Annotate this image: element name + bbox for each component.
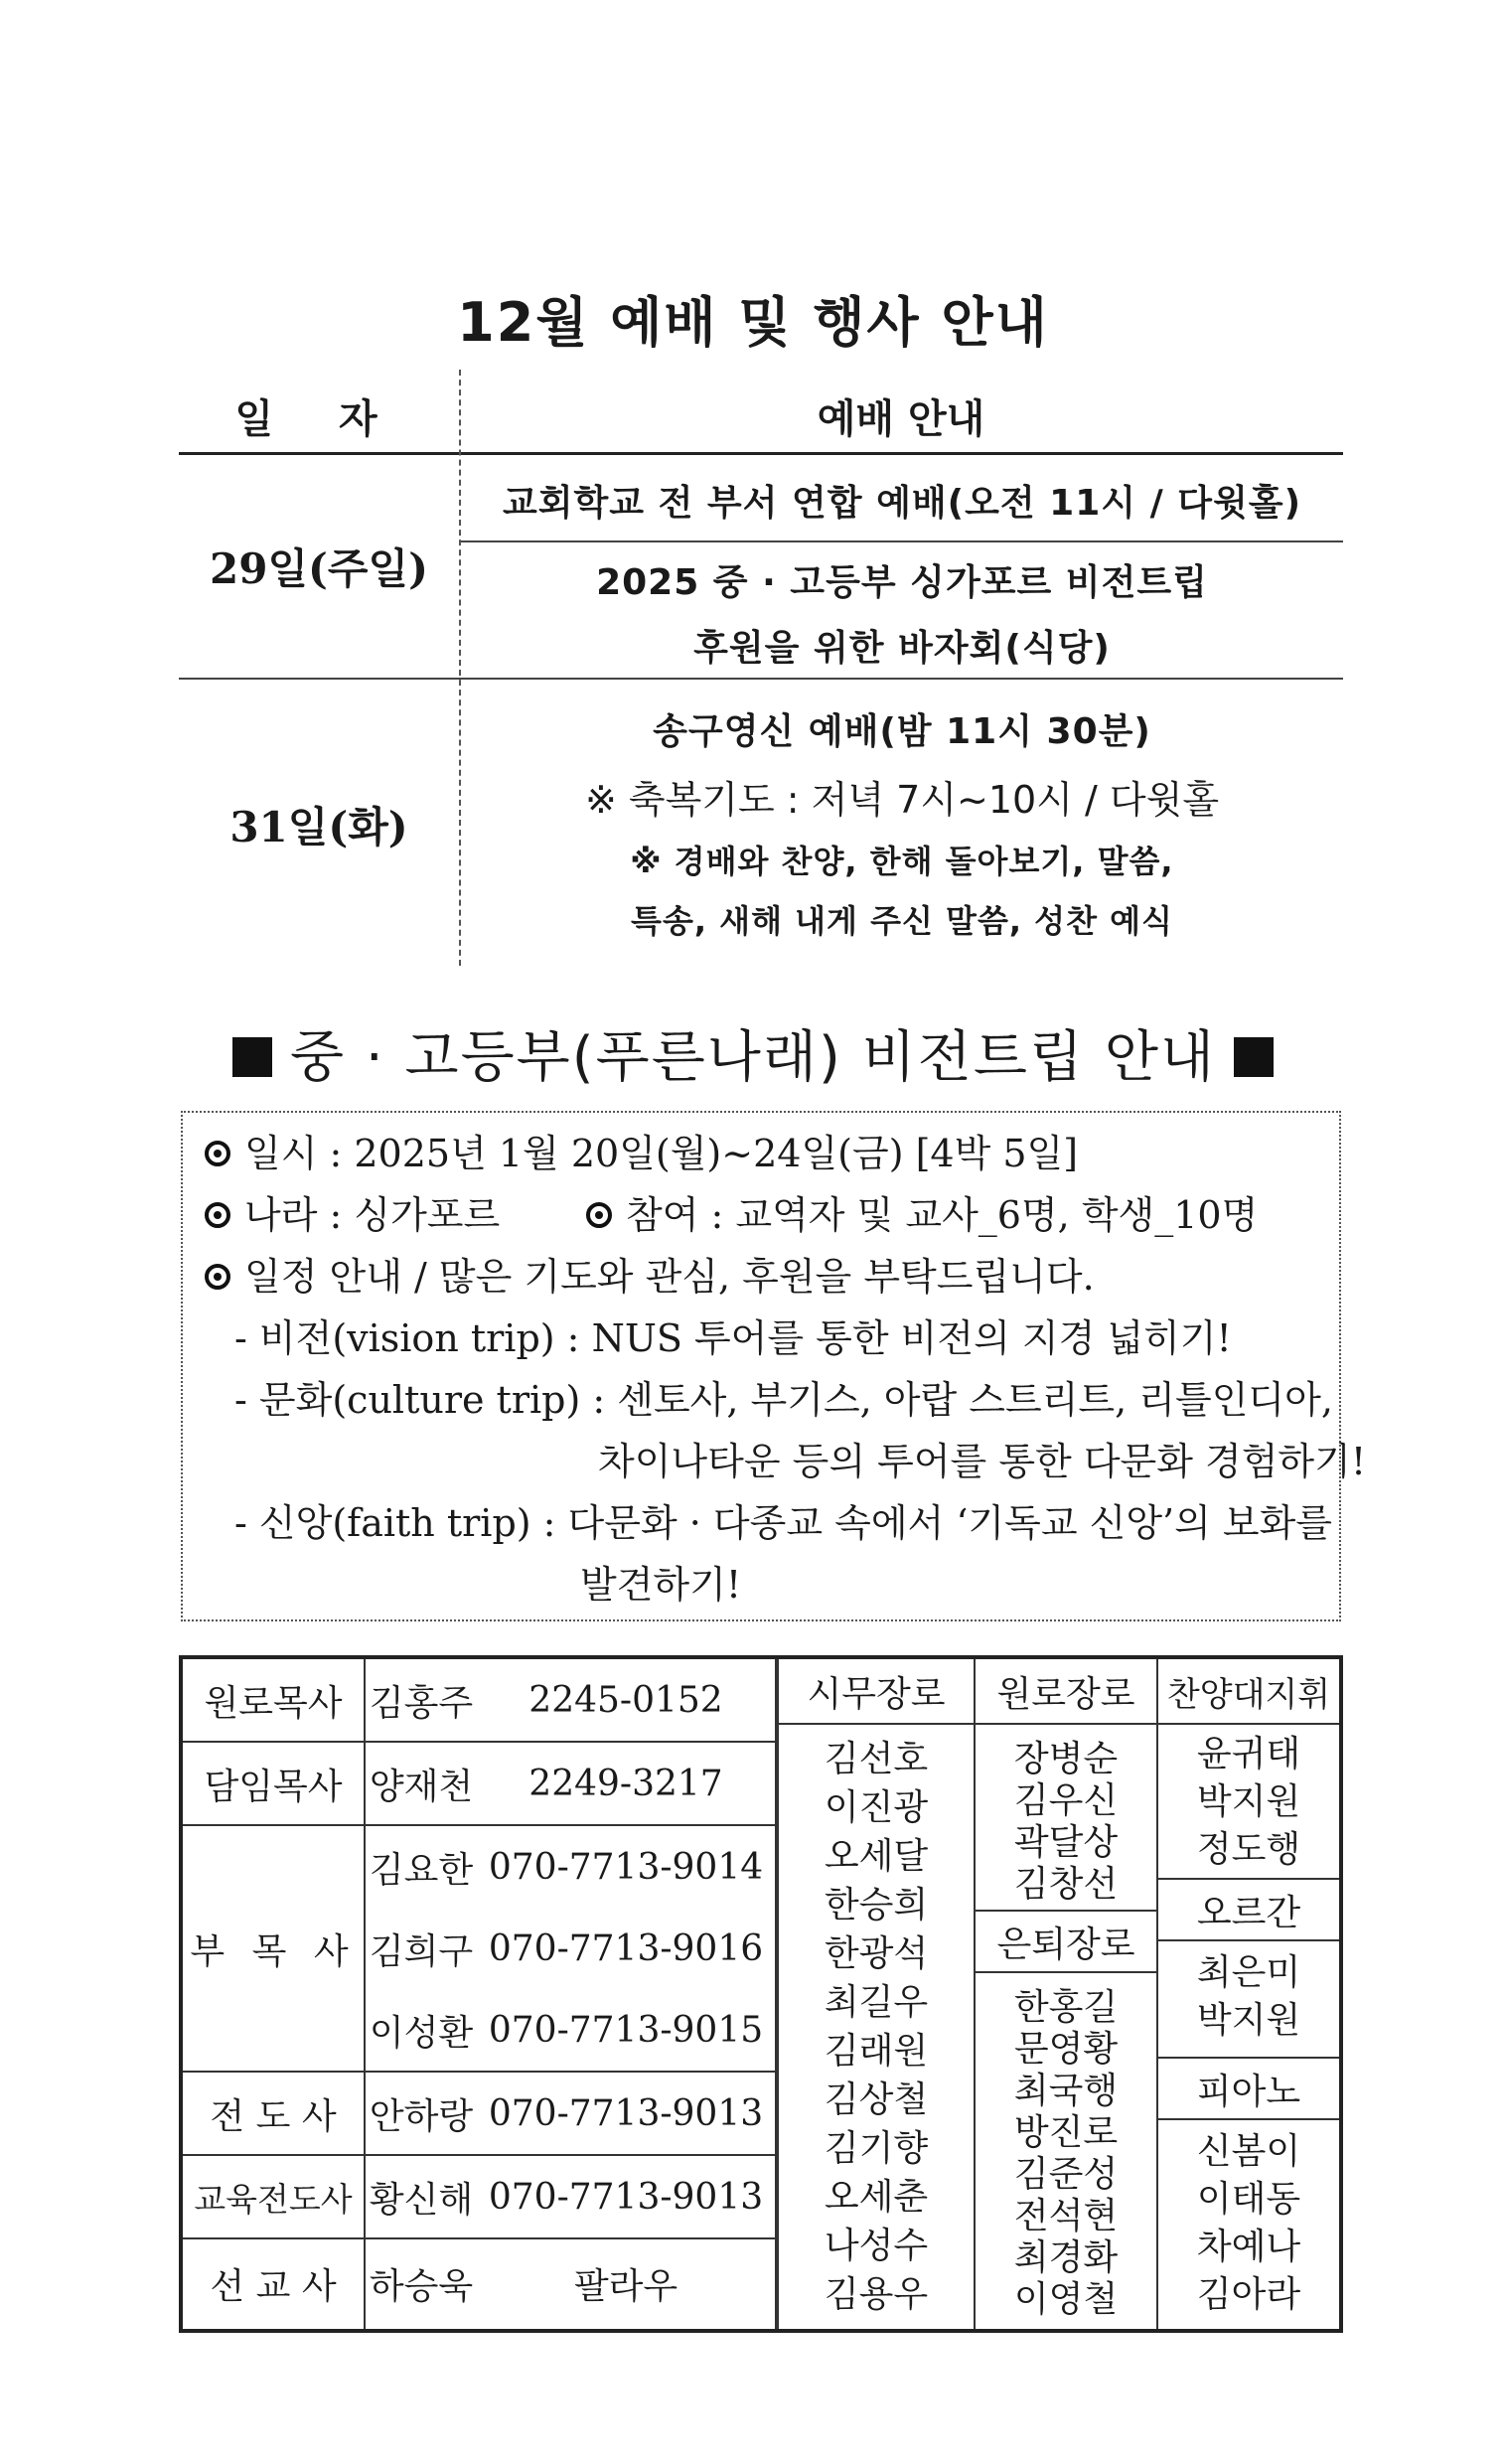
- piano-name: 이태동: [1196, 2179, 1301, 2220]
- row-divider: [179, 678, 1343, 680]
- emeritus-name: 김창선: [1013, 1864, 1119, 1905]
- emeritus-name: 장병순: [1013, 1739, 1119, 1779]
- grid-line: [1158, 1939, 1339, 1941]
- bullet-icon: [586, 1202, 612, 1228]
- bullet-icon: [205, 1202, 230, 1228]
- role-label: 원로목사: [204, 1682, 343, 1724]
- piano-name: 차예나: [1196, 2227, 1301, 2267]
- header-divider: [179, 452, 1343, 455]
- role-label: 부 목 사: [190, 1930, 357, 1972]
- emeritus-list: [976, 1739, 1156, 1906]
- staff-name: 이성환: [369, 2012, 474, 2054]
- elder-name: 한승희: [824, 1885, 929, 1925]
- elder-name: 김선호: [824, 1739, 929, 1779]
- elder-name: 한광석: [824, 1933, 929, 1974]
- piano-header: 피아노: [1196, 2071, 1301, 2112]
- emeritus-header: 원로장로: [996, 1673, 1135, 1715]
- retired-name: 최국행: [1013, 2071, 1119, 2111]
- staff-name: 하승욱: [369, 2265, 474, 2307]
- choir-header: 찬양대지휘: [1166, 1674, 1331, 1715]
- staff-phone: 2249-3217: [528, 1763, 723, 1804]
- staff-table: [179, 1655, 1343, 2333]
- piano-name: 김아라: [1196, 2274, 1301, 2315]
- retired-name: 김준성: [1013, 2154, 1119, 2195]
- staff-name: 김홍주: [369, 1682, 474, 1724]
- row1-line3: 후원을 위한 바자회(식당): [693, 628, 1111, 669]
- role-label: 담임목사: [204, 1766, 343, 1807]
- square-icon: [232, 1037, 272, 1077]
- row2-line1: 송구영신 예배(밤 11시 30분): [653, 711, 1151, 752]
- retired-name: 문영황: [1013, 2029, 1119, 2070]
- vision-title-row: [199, 1013, 1307, 1093]
- retired-name: 최경화: [1013, 2237, 1119, 2278]
- participants-line: [586, 1184, 1258, 1239]
- row2-line2: ※ 축복기도 : 저녁 7시~10시 / 다윗홀: [584, 778, 1220, 822]
- row1-line2: 2025 중 · 고등부 싱가포르 비전트립: [596, 562, 1208, 603]
- elders-header: 시무장로: [807, 1673, 946, 1715]
- culture-trip-line-2: 차이나타운 등의 투어를 통한 다문화 경험하기!: [598, 1440, 1367, 1483]
- square-icon: [1234, 1037, 1274, 1077]
- schedule-title: 12월 예배 및 행사 안내: [457, 291, 1049, 354]
- staff-phone: 팔라우: [573, 2265, 678, 2307]
- emeritus-name: 김우신: [1013, 1780, 1119, 1821]
- bullet-icon: [205, 1141, 230, 1166]
- row2-date: 31일(화): [229, 803, 408, 851]
- elder-name: 김용우: [824, 2274, 929, 2315]
- elders-list: [779, 1735, 974, 2319]
- staff-name: 황신해: [369, 2179, 474, 2221]
- schedule-line: [205, 1246, 1095, 1301]
- elder-name: 김기향: [824, 2128, 929, 2169]
- faith-trip-line-2: 발견하기!: [580, 1563, 742, 1607]
- elder-name: 이진광: [824, 1787, 929, 1828]
- row1-subdivider: [461, 540, 1343, 542]
- staff-name: 양재천: [369, 1766, 474, 1807]
- emeritus-name: 곽달상: [1013, 1822, 1119, 1863]
- staff-phone: 070-7713-9013: [488, 2092, 764, 2134]
- elder-name: 나성수: [824, 2226, 929, 2266]
- role-label: 전 도 사: [210, 2095, 337, 2137]
- choir-name: 윤귀태: [1196, 1734, 1301, 1774]
- vision-trip-line: - 비전(vision trip) : NUS 투어를 통한 비전의 지경 넓히기!: [234, 1316, 1232, 1360]
- retired-header: 은퇴장로: [996, 1924, 1135, 1965]
- organ-name: 박지원: [1196, 2000, 1301, 2041]
- grid-line: [779, 1723, 1339, 1725]
- organ-header: 오르간: [1196, 1892, 1301, 1933]
- participants-text: 참여 : 교역자 및 교사_6명, 학생_10명: [626, 1193, 1259, 1237]
- country-line: [205, 1184, 500, 1239]
- vision-title: 중 · 고등부(푸른나래) 비전트립 안내: [289, 1025, 1217, 1090]
- faith-trip-line: - 신앙(faith trip) : 다문화 · 다종교 속에서 ‘기독교 신앙’의 보화를: [234, 1501, 1333, 1545]
- staff-phone: 2245-0152: [528, 1679, 723, 1721]
- country-text: 나라 : 싱가포르: [244, 1193, 501, 1237]
- schedule-text: 일정 안내 / 많은 기도와 관심, 후원을 부탁드립니다.: [244, 1255, 1095, 1299]
- elder-name: 오세달: [824, 1836, 929, 1877]
- staff-phone: 070-7713-9014: [488, 1846, 764, 1888]
- staff-name: 김희구: [369, 1930, 474, 1972]
- row2-line3: ※ 경배와 찬양, 한해 돌아보기, 말씀,: [630, 843, 1174, 880]
- row1-date: 29일(주일): [210, 544, 428, 593]
- row2-line4: 특송, 새해 내게 주신 말씀, 성찬 예식: [631, 902, 1173, 940]
- staff-name: 김요한: [369, 1849, 474, 1891]
- culture-trip-line: - 문화(culture trip) : 센토사, 부기스, 아랍 스트리트, 리틀인디아,: [234, 1378, 1333, 1422]
- retired-name: 한홍길: [1013, 1987, 1119, 2028]
- organ-name: 최은미: [1196, 1952, 1301, 1993]
- elder-name: 오세춘: [824, 2177, 929, 2218]
- organ-list: [1158, 1949, 1339, 2045]
- elder-name: 김래원: [824, 2031, 929, 2072]
- role-label: 선 교 사: [210, 2265, 337, 2307]
- staff-phone: 070-7713-9015: [488, 2009, 764, 2051]
- staff-name: 안하랑: [369, 2095, 474, 2137]
- retired-name: 방진로: [1013, 2112, 1119, 2153]
- choir-name: 박지원: [1196, 1781, 1301, 1822]
- piano-name: 신봄이: [1196, 2131, 1301, 2172]
- choir-list: [1158, 1731, 1339, 1874]
- staff-phone: 070-7713-9016: [488, 1927, 764, 1969]
- row1-line1: 교회학교 전 부서 연합 예배(오전 11시 / 다윗홀): [502, 483, 1302, 524]
- grid-line: [976, 1971, 1156, 1973]
- piano-list: [1158, 2128, 1339, 2319]
- schedule-table: [179, 370, 1343, 966]
- date-line: [205, 1123, 1078, 1177]
- bullet-icon: [205, 1264, 230, 1290]
- header-service: 예배 안내: [817, 396, 985, 442]
- role-label: 교육전도사: [194, 2179, 353, 2219]
- date-text: 일시 : 2025년 1월 20일(월)~24일(금) [4박 5일]: [244, 1132, 1079, 1175]
- header-date: 일 자: [234, 396, 403, 442]
- choir-name: 정도행: [1196, 1829, 1301, 1870]
- retired-name: 전석현: [1013, 2196, 1119, 2236]
- retired-name: 이영철: [1013, 2279, 1119, 2320]
- retired-list: [976, 1987, 1156, 2321]
- staff-phone: 070-7713-9013: [488, 2176, 764, 2218]
- grid-line: [1158, 2118, 1339, 2120]
- vision-box: [181, 1111, 1367, 1621]
- elder-name: 최길우: [824, 1982, 929, 2023]
- elder-name: 김상철: [824, 2079, 929, 2120]
